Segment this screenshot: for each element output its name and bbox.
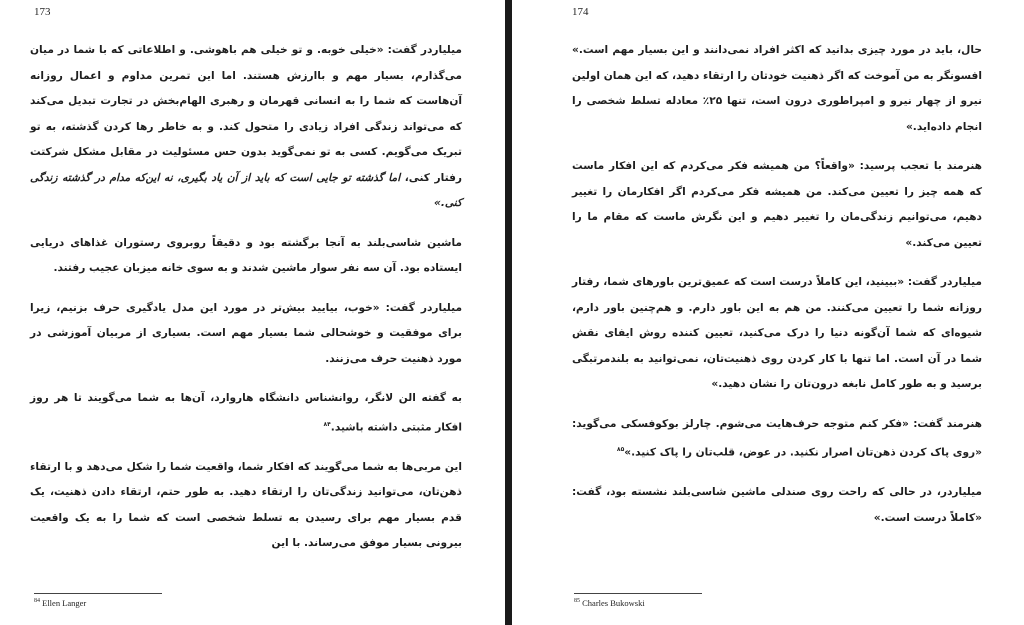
paragraph: حال، باید در مورد چیزی بدانید که اکثر افراد نمی‌دانند و این بسیار مهم است.» افسونگر به من آموخت که اگر ذهنیت خودتان را ارتقاء دهید، که این همان اولین نیرو از چهار نیرو و امپراطوری درون است، تنها ۲۵٪ معادله تسلط شخصی را انجام داده‌اید.» [572, 44, 982, 133]
paragraph-text: میلیاردر گفت: «خیلی خوبه. و تو خیلی هم باهوشی. و اطلاعاتی که با شما در میان می‌گذارم، بسیار مهم و باارزش هستند. اما این تمرین مداوم و اعمال روزانه آن‌هاست که شما را به انسانی قهرمان و رهبری الهام‌بخش در تجارت تبدیل می‌کند که می‌تواند زندگی افراد زیادی را متحول کند. و به خاطر رها کردن گذشته، به تو تبریک می‌گویم. کسی به تو نمی‌گوید بدون حس مسئولیت در مقابل مشکل شرکتت رفتار کنی، [30, 44, 462, 184]
paragraph: ماشین شاسی‌بلند به آنجا برگشته بود و دقیقاً روبروی رستوران غذاهای دریایی ایستاده بود. آن سه نفر سوار ماشین شدند و به سوی خانه میزبان عجیب رفتند. [30, 236, 462, 274]
footnote-text: Ellen Langer [42, 598, 87, 608]
page-body [30, 38, 462, 571]
paragraph: میلیاردر، در حالی که راحت روی صندلی ماشین شاسی‌بلند نشسته بود، گفت: «کاملاً درست است.» [572, 486, 982, 524]
paragraph [30, 386, 462, 441]
paragraph: هنرمند با تعجب پرسید: «واقعاً؟ من همیشه فکر می‌کردم که این افکار ماست که همه چیز را تعیین می‌کند. من همیشه فکر می‌کردم اگر افکارمان را تغییر دهیم، می‌توانیم زندگی‌مان را تغییر دهیم و این نگرش ماست که مقام ما را تعیین می‌کند.» [572, 160, 982, 249]
paragraph [30, 38, 462, 217]
paragraph: میلیاردر گفت: «خوب، بیایید بیش‌تر در مورد این مدل یادگیری حرف بزنیم، زیرا برای موفقیت و خوشحالی شما بسیار مهم است. بسیاری از مربیان آموزشی در مورد ذهنیت حرف می‌زنند. [30, 301, 462, 365]
footnote-number: 85 [574, 598, 580, 605]
footnote [34, 598, 86, 608]
page-spine-divider [505, 0, 512, 625]
page-number: 173 [34, 6, 51, 18]
right-page [512, 0, 1024, 625]
paragraph-text: به گفته الن لانگر، روانشناس دانشگاه هاروارد، آن‌ها به شما می‌گویند تا هر روز افکار مثبتی داشته باشید. [30, 392, 462, 434]
paragraph: این مربی‌ها به شما می‌گویند که افکار شما، واقعیت شما را شکل می‌دهد و با ارتقاء ذهن‌تان، می‌توانید زندگی‌تان را ارتقاء دهید. به طور حتم، ارتقاء دادن ذهنیت، یک قدم بسیار مهم برای رسیدن به تسلط شخصی است که شما را به یک واقعیت بیرونی بسیار موفق می‌رساند. با این [30, 460, 462, 550]
footnote-number: 84 [34, 598, 40, 605]
footnote-divider [34, 593, 162, 594]
emphasized-text: اما گذشته تو جایی است که باید از آن یاد بگیری، نه این‌که مدام در گذشته زندگی کنی.» [30, 171, 462, 209]
paragraph [572, 412, 982, 467]
footnote-ref: ۸۵ [616, 446, 625, 453]
paragraph-text: هنرمند گفت: «فکر کنم متوجه حرف‌هایت می‌شوم. چارلز بوکوفسکی می‌گوید: «روی پاک کردن ذهن‌تان اصرار نکنید. در عوض، قلب‌تان را پاک کنید.» [572, 417, 982, 459]
footnote [574, 598, 645, 608]
footnote-ref: ۸۴ [323, 420, 331, 428]
page-body [572, 38, 982, 545]
footnote-text: Charles Bukowski [582, 598, 645, 608]
footnote-divider [574, 593, 702, 594]
paragraph: میلیاردر گفت: «ببینید، این کاملاً درست است که عمیق‌ترین باورهای شما، رفتار روزانه شما را تعیین می‌کنند. من هم به این باور دارم. و هم‌چنین باور دارم، شیوه‌ای که شما آن‌گونه دنیا را درک می‌کنید، تعیین کننده روش ایفای نقش شما در آن است. اما تنها با کار کردن روی ذهنیت‌تان، نمی‌توانید به بلندمرتبگی برسید و به طور کامل نابغه درون‌تان را نشان دهید.» [572, 276, 982, 390]
left-page [0, 0, 505, 625]
page-number: 174 [572, 6, 589, 18]
